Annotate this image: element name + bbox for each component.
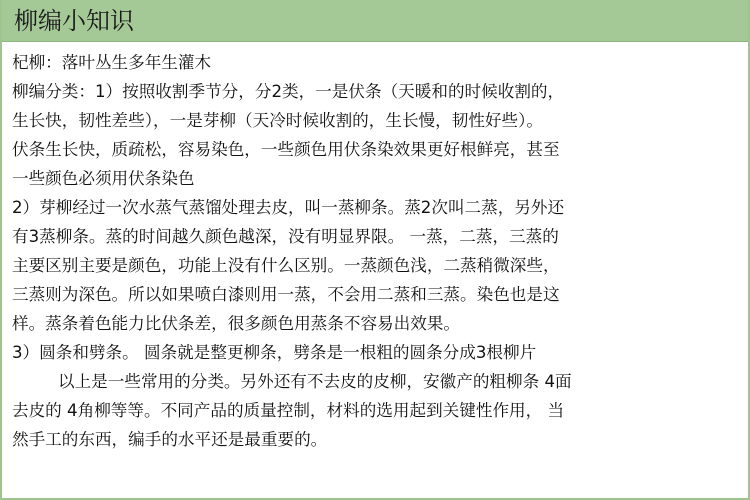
text-line: 然手工的东西，编手的水平还是最重要的。 bbox=[12, 430, 328, 449]
text-line: 生长快，韧性差些），一是芽柳（天冷时候收割的，生长慢，韧性好些）。 bbox=[12, 111, 543, 130]
page-title: 柳编小知识 bbox=[14, 7, 134, 35]
text-line: 有3蒸柳条。蒸的时间越久颜色越深，没有明显界限。 一蒸，二蒸，三蒸的 bbox=[12, 227, 559, 246]
text-line: 三蒸则为深色。所以如果喷白漆则用一蒸，不会用二蒸和三蒸。染色也是这 bbox=[12, 285, 560, 304]
article-body bbox=[12, 48, 742, 454]
text-line: 2）芽柳经过一次水蒸气蒸馏处理去皮，叫一蒸柳条。蒸2次叫二蒸，另外还 bbox=[12, 198, 565, 217]
title-bar bbox=[2, 0, 748, 42]
text-line: 去皮的 4角柳等等。不同产品的质量控制，材料的选用起到关键性作用， 当 bbox=[12, 401, 565, 420]
text-line: 柳编分类：1）按照收割季节分，分2类，一是伏条（天暖和的时候收割的， bbox=[12, 82, 565, 101]
text-line: 一些颜色必须用伏条染色 bbox=[12, 169, 195, 188]
text-line: 样。蒸条着色能力比伏条差，很多颜色用蒸条不容易出效果。 bbox=[12, 314, 461, 333]
text-line: 3）圆条和劈条。 圆条就是整更柳条，劈条是一根粗的圆条分成3根柳片 bbox=[12, 343, 537, 362]
text-line: 以上是一些常用的分类。另外还有不去皮的皮柳，安徽产的粗柳条 4面 bbox=[58, 372, 572, 391]
text-line: 主要区别主要是颜色，功能上没有什么区别。一蒸颜色浅，二蒸稍微深些， bbox=[12, 256, 560, 275]
text-line: 杞柳：落叶丛生多年生灌木 bbox=[12, 53, 212, 72]
text-line: 伏条生长快，质疏松，容易染色，一些颜色用伏条染效果更好根鲜亮，甚至 bbox=[12, 140, 560, 159]
